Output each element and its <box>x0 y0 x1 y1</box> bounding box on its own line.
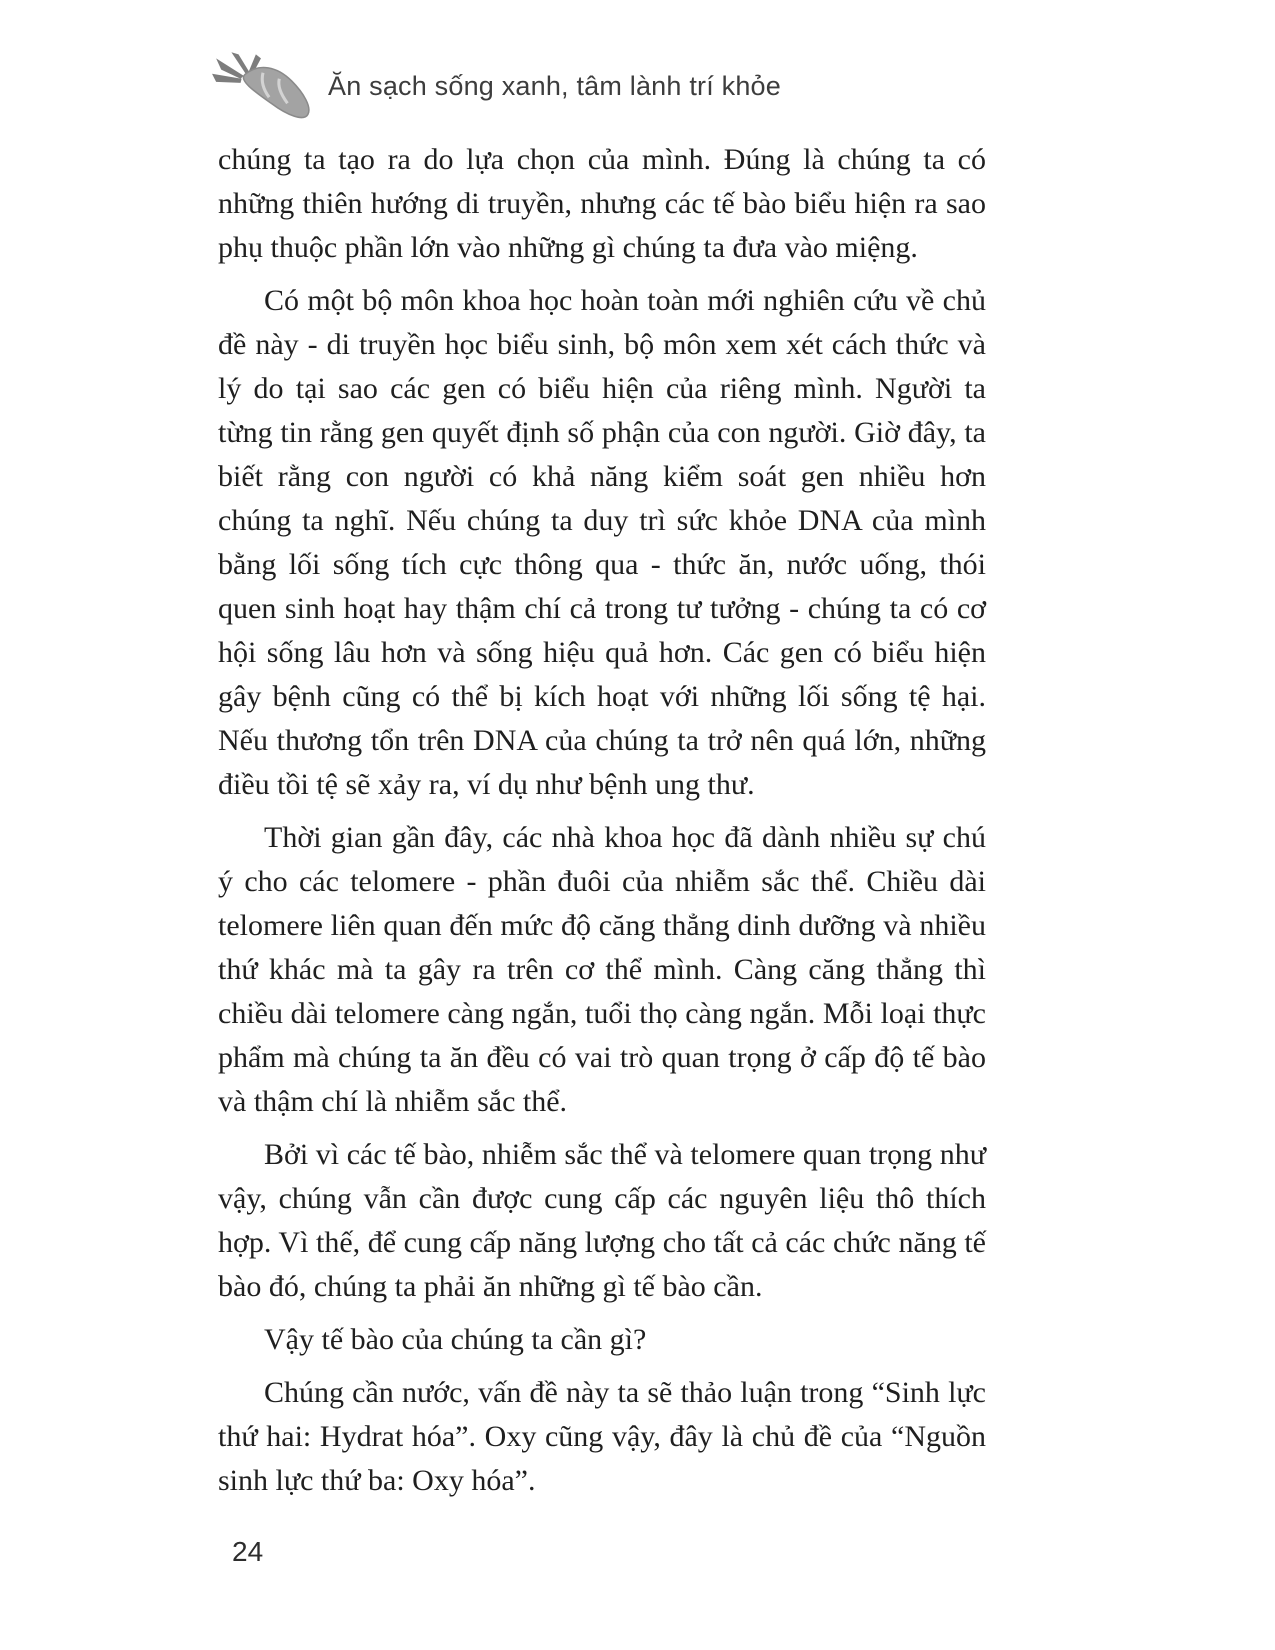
paragraph: Bởi vì các tế bào, nhiễm sắc thể và telomere quan trọng như vậy, chúng vẫn cần được cung cấp các nguyên liệu thô thích hợp. Vì thế, để cung cấp năng lượng cho tất cả các chức năng tế bào đó, chúng ta phải ăn những gì tế bào cần. <box>218 1138 986 1303</box>
paragraph: Thời gian gần đây, các nhà khoa học đã dành nhiều sự chú ý cho các telomere - phần đuôi của nhiễm sắc thể. Chiều dài telomere liên quan đến mức độ căng thẳng dinh dưỡng và nhiều thứ khác mà ta gây ra trên cơ thể mình. Càng căng thẳng thì chiều dài telomere càng ngắn, tuổi thọ càng ngắn. Mỗi loại thực phẩm mà chúng ta ăn đều có vai trò quan trọng ở cấp độ tế bào và thậm chí là nhiễm sắc thể. <box>218 821 986 1118</box>
paragraph: Vậy tế bào của chúng ta cần gì? <box>264 1323 647 1356</box>
page-number: 24 <box>232 1536 264 1567</box>
running-head-title: Ăn sạch sống xanh, tâm lành trí khỏe <box>328 70 781 101</box>
paragraph: Có một bộ môn khoa học hoàn toàn mới nghiên cứu về chủ đề này - di truyền học biểu sinh, bộ môn xem xét cách thức và lý do tại sao các gen có biểu hiện của riêng mình. Người ta từng tin rằng gen quyết định số phận của con người. Giờ đây, ta biết rằng con người có khả năng kiểm soát gen nhiều hơn chúng ta nghĩ. Nếu chúng ta duy trì sức khỏe DNA của mình bằng lối sống tích cực thông qua - thức ăn, nước uống, thói quen sinh hoạt hay thậm chí cả trong tư tưởng - chúng ta có cơ hội sống lâu hơn và sống hiệu quả hơn. Các gen có biểu hiện gây bệnh cũng có thể bị kích hoạt với những lối sống tệ hại. Nếu thương tổn trên DNA của chúng ta trở nên quá lớn, những điều tồi tệ sẽ xảy ra, ví dụ như bệnh ung thư. <box>218 284 986 801</box>
page-header <box>210 50 781 128</box>
body-text <box>218 138 986 1512</box>
carrot-icon <box>210 50 316 128</box>
paragraph-continuation: chúng ta tạo ra do lựa chọn của mình. Đúng là chúng ta có những thiên hướng di truyền, nhưng các tế bào biểu hiện ra sao phụ thuộc phần lớn vào những gì chúng ta đưa vào miệng. <box>218 143 986 264</box>
paragraph: Chúng cần nước, vấn đề này ta sẽ thảo luận trong “Sinh lực thứ hai: Hydrat hóa”. Oxy cũng vậy, đây là chủ đề của “Nguồn sinh lực thứ ba: Oxy hóa”. <box>218 1376 986 1497</box>
